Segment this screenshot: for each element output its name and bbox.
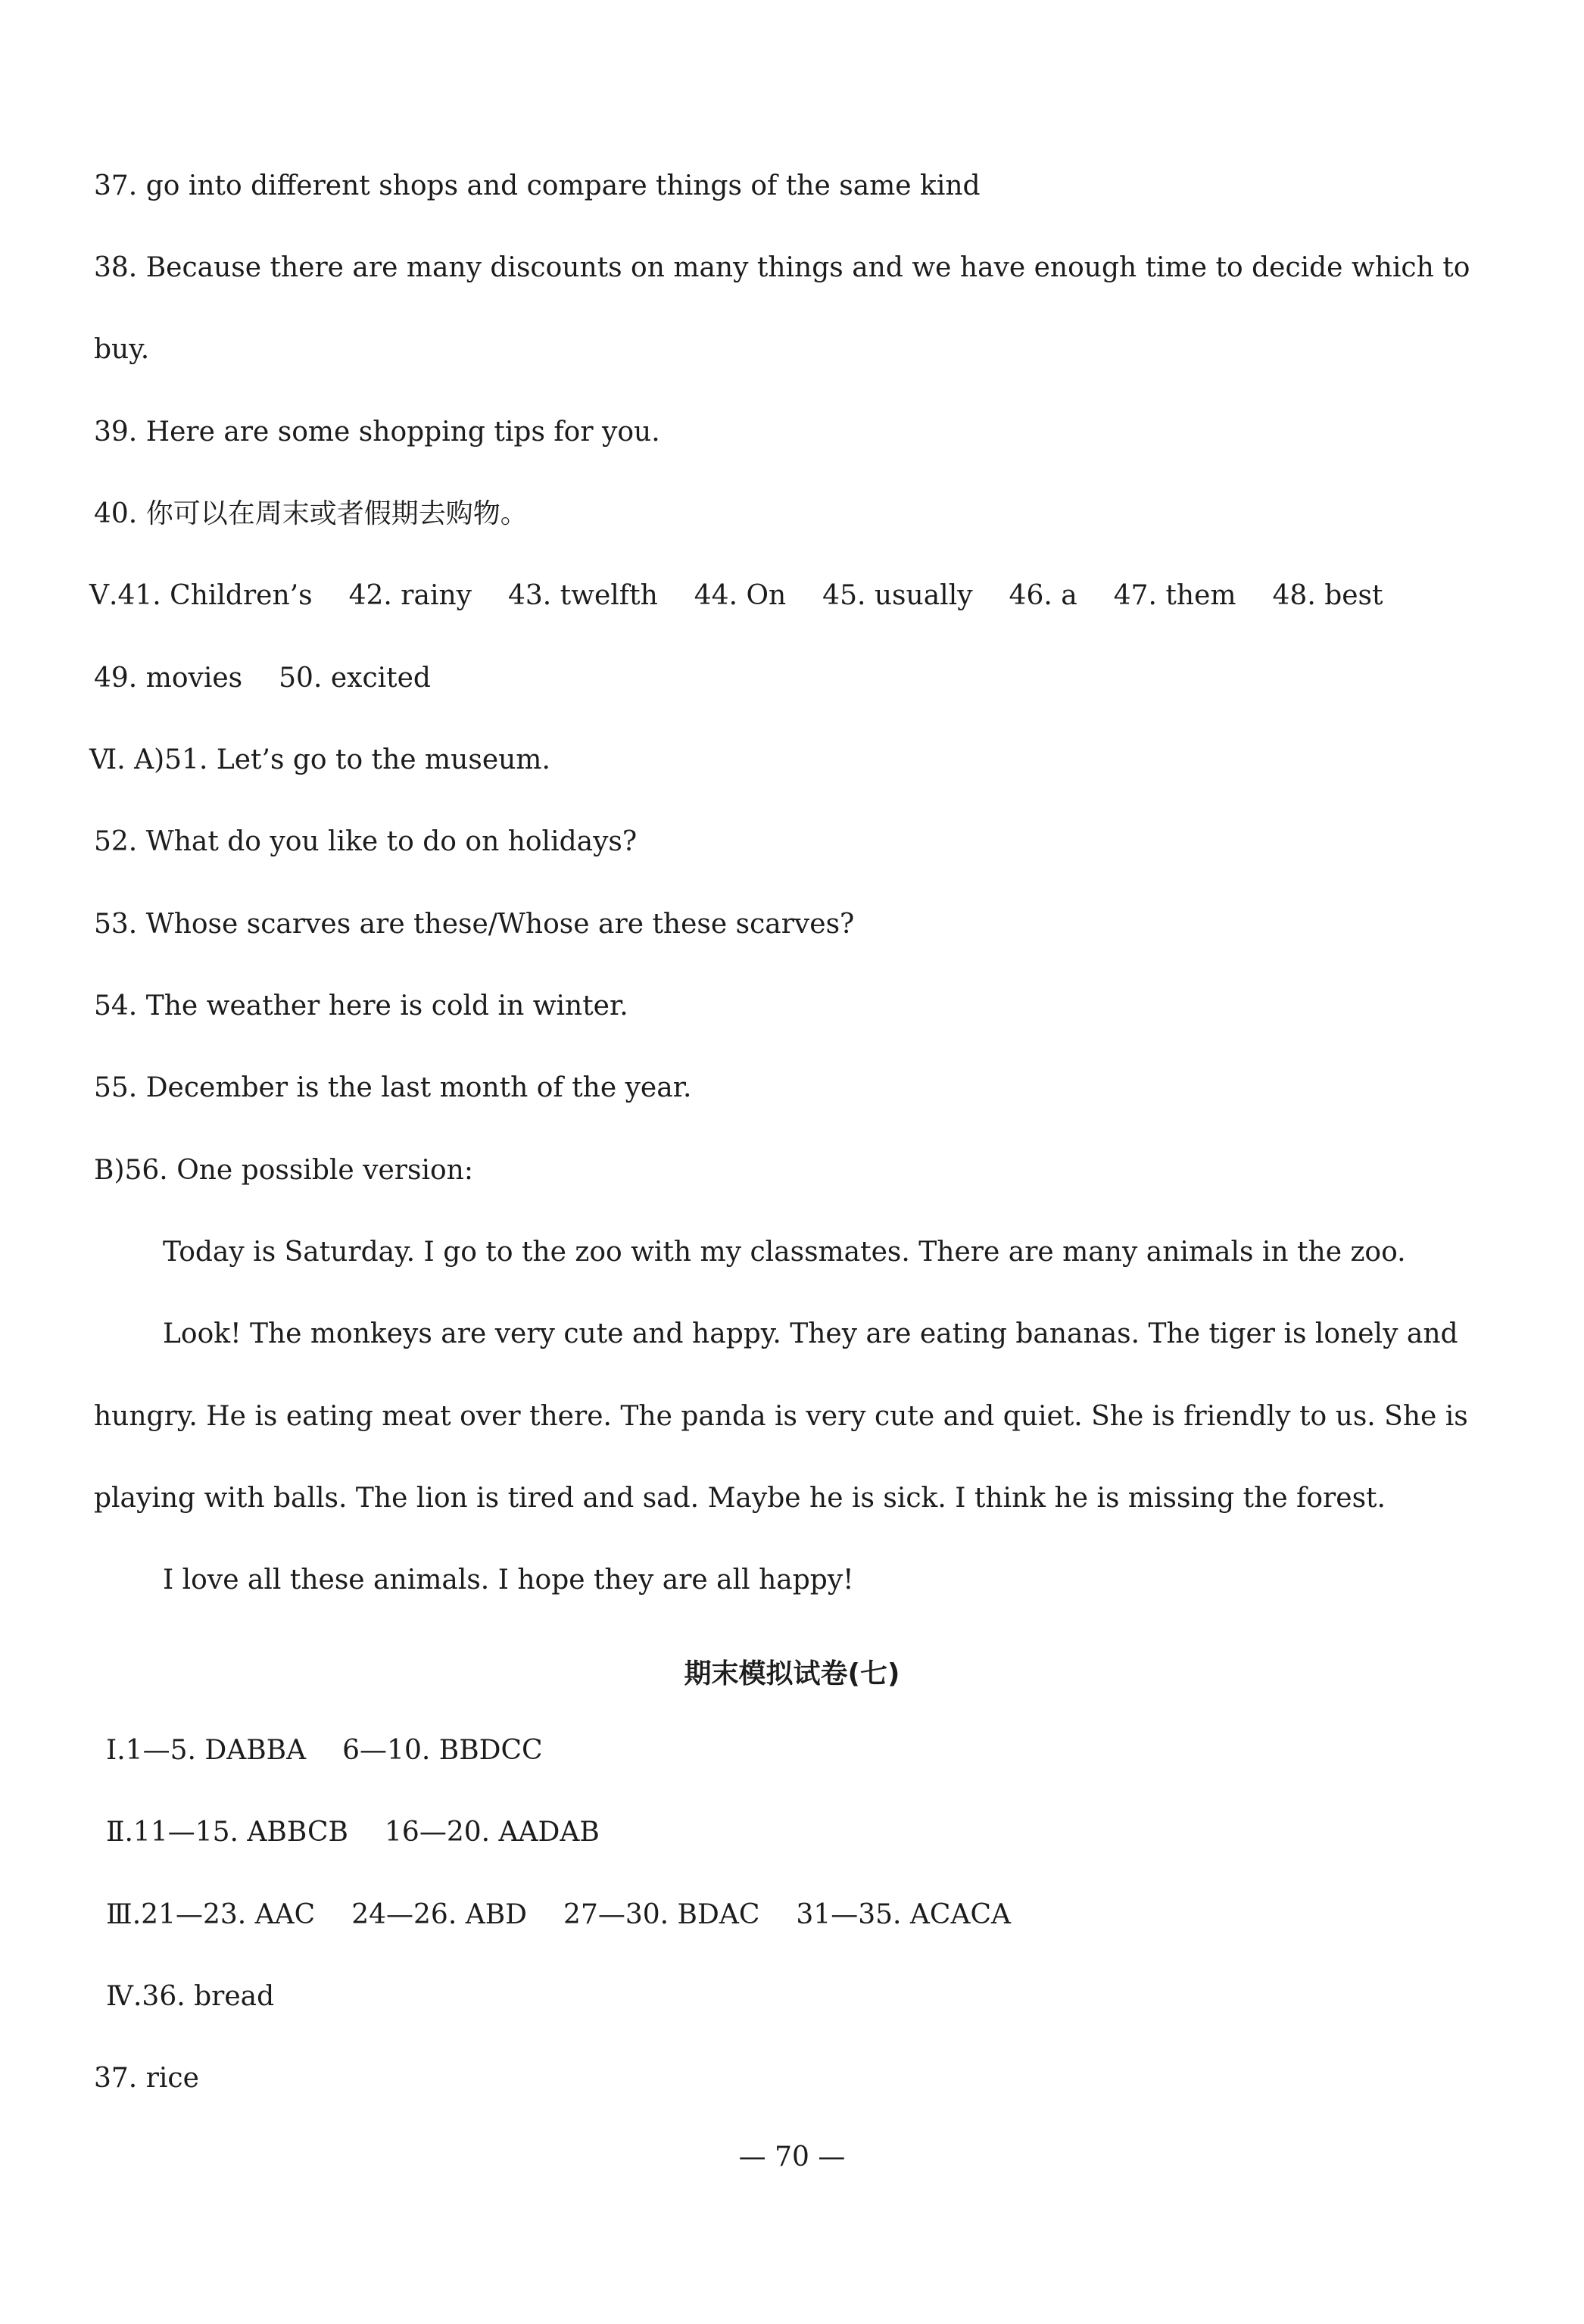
- essay-paragraph-3: I love all these animals. I hope they are all happy!: [163, 1564, 854, 1596]
- section-v-item: 47. them: [1113, 580, 1236, 611]
- section-v-prefix: Ⅴ.: [89, 580, 118, 611]
- section-v-item: 42. rainy: [348, 580, 472, 611]
- section-v-item: 46. a: [1009, 580, 1077, 611]
- section-v-item: 48. best: [1272, 580, 1383, 611]
- answers-section-iv: [106, 1980, 274, 2014]
- answer-line-52: 52. What do you like to do on holidays?: [94, 826, 638, 857]
- answer-range: 11—15. ABBCB: [133, 1817, 349, 1848]
- answer-line-53: 53. Whose scarves are these/Whose are these scarves?: [94, 909, 855, 940]
- section-iv-prefix: Ⅳ.: [106, 1981, 142, 2012]
- answer-line-37-rice: 37. rice: [94, 2063, 199, 2094]
- answer-range: 6—10. BBDCC: [342, 1735, 543, 1766]
- answer-range: 27—30. BDAC: [563, 1899, 760, 1930]
- answer-line-56: B)56. One possible version:: [94, 1155, 473, 1186]
- section-i-prefix: Ⅰ.: [106, 1735, 126, 1766]
- answer-line-40: 40. 你可以在周末或者假期去购物。: [94, 498, 528, 529]
- section-v-line-1: [89, 579, 1383, 613]
- section-v-line-2: [94, 662, 431, 695]
- answer-line-51: Ⅵ. A)51. Let’s go to the museum.: [89, 744, 550, 775]
- answer-line-55: 55. December is the last month of the year.: [94, 1072, 692, 1103]
- exam-title: 期末模拟试卷(七): [684, 1658, 900, 1689]
- section-v-item: 49. movies: [94, 663, 243, 694]
- answer-line-38: 38. Because there are many discounts on many things and we have enough time to decide which to: [94, 252, 1470, 283]
- answer-range: 24—26. ABD: [351, 1899, 528, 1930]
- page-number: — 70 —: [738, 2142, 846, 2173]
- answer-range: 21—23. AAC: [141, 1899, 316, 1930]
- answers-section-ii: [106, 1816, 600, 1849]
- essay-paragraph-2: Look! The monkeys are very cute and happy. They are eating bananas. The tiger is lonely and: [163, 1318, 1458, 1349]
- section-ii-prefix: Ⅱ.: [106, 1817, 133, 1848]
- answer-line-54: 54. The weather here is cold in winter.: [94, 990, 628, 1022]
- essay-paragraph-2-cont: playing with balls. The lion is tired and sad. Maybe he is sick. I think he is missing the forest.: [94, 1483, 1386, 1514]
- answer-line-39: 39. Here are some shopping tips for you.: [94, 416, 660, 448]
- section-v-item: 43. twelfth: [507, 580, 658, 611]
- essay-paragraph-1: Today is Saturday. I go to the zoo with my classmates. There are many animals in the zoo.: [163, 1237, 1406, 1268]
- answer-line-38-cont: buy.: [94, 334, 150, 365]
- answers-section-iii: [106, 1898, 1011, 1932]
- answer-line-37: 37. go into different shops and compare things of the same kind: [94, 170, 981, 201]
- section-v-item: 41. Children’s: [117, 580, 313, 611]
- section-v-item: 44. On: [694, 580, 787, 611]
- section-iii-prefix: Ⅲ.: [106, 1899, 142, 1930]
- answers-section-i: [106, 1734, 543, 1767]
- answer-item: 36. bread: [142, 1981, 275, 2012]
- answer-range: 31—35. ACACA: [796, 1899, 1012, 1930]
- essay-paragraph-2-cont: hungry. He is eating meat over there. The panda is very cute and quiet. She is friendly to us. She is: [94, 1401, 1468, 1432]
- answer-range: 1—5. DABBA: [125, 1735, 307, 1766]
- section-v-item: 50. excited: [279, 663, 431, 694]
- section-v-item: 45. usually: [822, 580, 973, 611]
- answer-range: 16—20. AADAB: [385, 1817, 600, 1848]
